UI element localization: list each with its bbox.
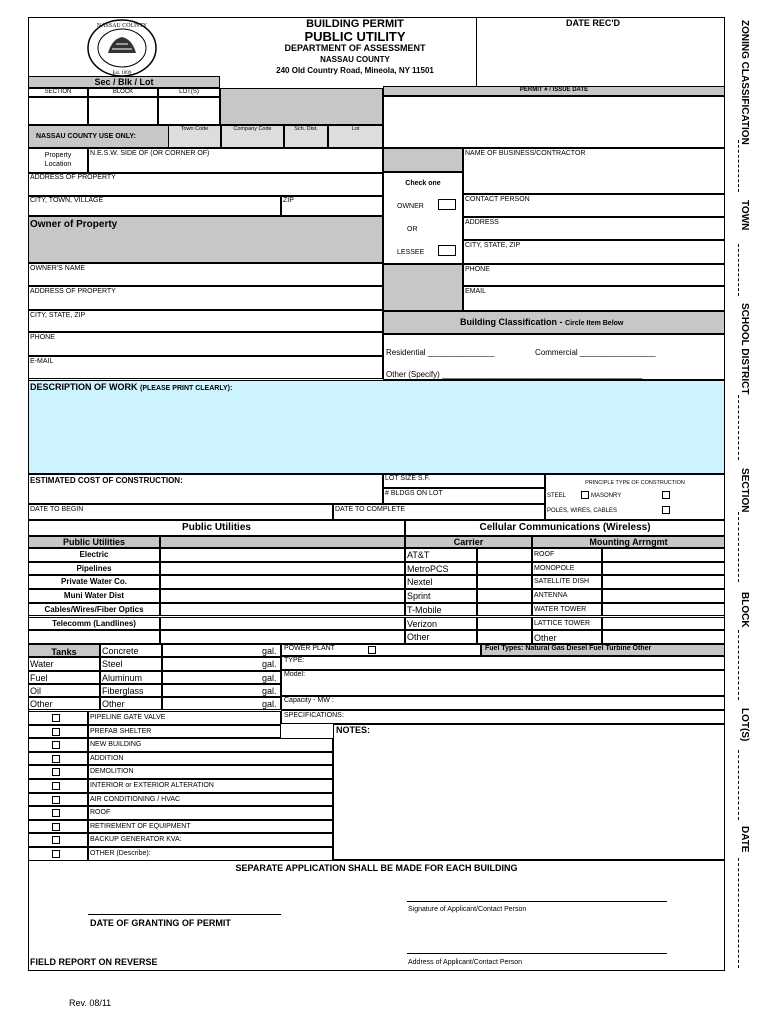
checklist-checkbox[interactable] [52,728,60,736]
carrier-value-input[interactable] [477,589,532,603]
permit-issue-label: PERMIT # / ISSUE DATE [519,87,589,93]
tank-type-item: Oil [30,685,41,696]
checklist-checkbox[interactable] [52,714,60,722]
field-report-label: FIELD REPORT ON REVERSE [30,957,158,967]
mounting-item: MONOPOLE [534,564,575,572]
signature-label: Signature of Applicant/Contact Person [408,906,527,913]
owner-heading: Owner of Property [30,219,118,230]
tank-material-item: Other [102,699,125,710]
checklist-checkbox[interactable] [52,768,60,776]
contractor-email-input[interactable] [463,286,725,311]
checklist-item: OTHER (Describe): [90,850,151,857]
sbl-heading: Sec / Blk / Lot [94,77,154,87]
utility-value-input[interactable] [160,603,405,617]
owners-name-label: OWNER'S NAME [30,265,86,272]
carrier-item: Nextel [407,577,433,588]
mounting-value-input[interactable] [602,589,725,603]
mounting-item: ROOF [534,551,555,558]
steel-checkbox[interactable] [581,491,589,499]
gallons-unit: gal. [262,699,277,710]
checklist-checkbox[interactable] [52,796,60,804]
sidebar-block: BLOCK [739,592,750,628]
masonry-label: MASONRY [591,493,622,499]
commercial-option[interactable]: Commercial _________________ [535,348,656,357]
date-begin-label: DATE TO BEGIN [30,506,84,513]
utility-item: Cables/Wires/Fiber Optics [44,604,144,614]
sbl-block-label: BLOCK [112,89,134,95]
company-code-label: Company Code [233,126,272,132]
carrier-item: Sprint [407,591,431,602]
lessee-check-label: LESSEE [397,249,425,256]
public-utilities-subheading: Public Utilities [62,537,125,547]
checklist-item: ADDITION [90,754,124,762]
city-town-label: CITY, TOWN, VILLAGE [30,197,104,204]
tank-material-item: Concrete [102,646,139,656]
tank-material-item: Fiberglass [102,685,144,696]
public-utilities-heading: Public Utilities [182,522,251,533]
dept-address: 240 Old Country Road, Mineola, NY 11501 [276,66,434,75]
checklist-item: PREFAB SHELTER [90,727,152,735]
mounting-value-input[interactable] [602,562,725,576]
mounting-value-input[interactable] [602,630,725,644]
date-recd-label: DATE REC'D [566,18,620,28]
carrier-item: Verizon [407,618,438,629]
gallons-unit: gal. [262,672,277,683]
gallons-unit: gal. [262,685,277,696]
lessee-checkbox[interactable] [438,245,456,256]
signature-line[interactable] [407,901,667,902]
owner-phone-input[interactable] [28,332,383,356]
title-building-permit: BUILDING PERMIT [306,18,404,30]
mounting-item: SATELLITE DISH [534,578,590,586]
carrier-heading: Carrier [453,537,484,547]
zip-input[interactable] [281,196,383,216]
utility-value-input[interactable] [160,562,405,576]
sidebar-date: DATE [739,826,750,853]
block-input[interactable] [88,97,158,125]
dept-name: DEPARTMENT OF ASSESSMENT [284,43,426,53]
checklist-checkbox[interactable] [52,836,60,844]
checklist-checkbox[interactable] [52,809,60,817]
carrier-item: AT&T [407,550,430,560]
mounting-item: WATER TOWER [534,605,587,613]
town-code-label: Town Code [180,126,209,132]
checklist-item: INTERIOR or EXTERIOR ALTERATION [90,782,214,789]
mounting-value-input[interactable] [602,617,725,631]
power-plant-label: POWER PLANT [284,645,335,652]
owner-city-label: CITY, STATE, ZIP [30,312,86,319]
poles-label: POLES, WIRES, CABLES [547,508,618,514]
permit-issue-input[interactable] [383,96,725,148]
owner-address-label: ADDRESS OF PROPERTY [30,288,116,295]
lots-input[interactable] [158,97,220,125]
specifications-input[interactable] [281,710,725,724]
contractor-address-input[interactable] [463,217,725,240]
tank-type-item: Fuel [30,672,48,683]
mounting-item: ANTENNA [534,592,568,600]
revision-label: Rev. 08/11 [69,998,112,1008]
property-location-label-1: Property [44,152,72,159]
capacity-input[interactable] [281,696,725,710]
sidebar-school: SCHOOL DISTRICT [739,303,750,395]
checklist-item: DEMOLITION [90,768,134,776]
checklist-item: NEW BUILDING [90,741,142,749]
fuel-types-label: Fuel Types: Natural Gas Diesel Fuel Turbine Other [485,645,652,652]
lot-code-label: Lot [351,126,360,132]
mounting-item: LATTICE TOWER [534,619,591,627]
residential-option[interactable]: Residential _______________ [386,348,495,357]
seal-sub: Est. 1899 [112,71,132,76]
description-text: DESCRIPTION OF WORK [30,382,140,392]
carrier-item: Other [407,632,430,643]
checklist-item: RETIREMENT OF EQUIPMENT [90,822,191,830]
carrier-value-input[interactable] [477,548,532,562]
contractor-email-label: EMAIL [465,288,487,295]
address-of-property-label: ADDRESS OF PROPERTY [30,174,116,181]
utility-item: Muni Water Dist [63,591,125,601]
specifications-label: SPECIFICATIONS: [284,712,344,719]
county-use-grey [220,88,383,125]
est-cost-label: ESTIMATED COST OF CONSTRUCTION: [30,476,183,485]
utility-item: Pipelines [76,563,112,573]
owner-check-label: OWNER [397,203,424,210]
business-label: NAME OF BUSINESS/CONTRACTOR [465,150,586,157]
contractor-phone-label: PHONE [465,266,490,273]
contractor-city-label: CITY, STATE, ZIP [465,242,521,249]
capacity-label: Capacity - MW : [284,697,334,704]
utility-value-input[interactable] [160,630,405,644]
property-location-label-2: Location [44,161,72,168]
utility-item: Telecomm (Landlines) [52,618,136,628]
checklist-item: PIPELINE GATE VALVE [90,714,166,721]
description-input[interactable] [28,380,725,474]
checklist-checkbox[interactable] [52,850,60,858]
contractor-address-label: ADDRESS [465,219,499,226]
checklist-checkbox[interactable] [52,823,60,831]
seal-text: NASSAU COUNTY [96,23,148,29]
type-label: TYPE: [284,657,305,664]
circle-item-label: Circle Item Below [565,320,624,327]
bldg-class-label [460,317,623,327]
owner-phone-label: PHONE [30,334,55,341]
sch-dist-label: Sch. Dist. [294,126,318,132]
carrier-value-input[interactable] [477,603,532,617]
contractor-phone-input[interactable] [463,264,725,286]
sidebar-zoning: ZONING CLASSIFICATION [739,20,750,145]
or-label: OR [407,226,418,233]
section-input[interactable] [28,97,88,125]
checklist-checkbox[interactable] [52,741,60,749]
sidebar-town: TOWN [739,200,750,231]
carrier-value-input[interactable] [477,575,532,589]
description-label [30,382,232,392]
owner-email-label: E-MAIL [30,358,54,365]
lot-size-label: LOT SIZE S.F. [385,475,430,482]
utility-value-input[interactable] [160,575,405,589]
type-input[interactable] [281,656,725,670]
sbl-section-label: SECTION [44,89,72,95]
masonry-checkbox[interactable] [662,491,670,499]
mounting-value-input[interactable] [602,548,725,562]
mounting-heading: Mounting Arrngmt [589,537,668,547]
address-applicant-label: Address of Applicant/Contact Person [408,959,523,966]
utility-item: Private Water Co. [61,577,127,587]
gallons-unit: gal. [262,646,277,656]
county-use-only-label: NASSAU COUNTY USE ONLY: [36,133,136,140]
tanks-heading: Tanks [51,647,77,657]
model-label: Model: [284,671,306,678]
owner-email-input[interactable] [28,356,383,379]
county-seal-icon [82,19,162,79]
carrier-item: MetroPCS [407,563,449,574]
tank-type-item: Water [30,659,54,670]
checklist-item: AIR CONDITIONING / HVAC [90,795,181,803]
gallons-unit: gal. [262,659,277,670]
separate-application-note: SEPARATE APPLICATION SHALL BE MADE FOR EACH BUILDING [235,863,518,873]
utility-value-input[interactable] [160,617,405,631]
owner-checkbox[interactable] [438,199,456,210]
title-public-utility: PUBLIC UTILITY [304,29,406,44]
address-applicant-line[interactable] [407,953,667,954]
county-seal-box [28,17,166,77]
tank-material-item: Steel [102,659,123,670]
checklist-item: BACKUP GENERATOR KVA: [90,836,182,844]
principle-type-label: PRINCIPLE TYPE OF CONSTRUCTION [585,480,685,486]
date-granting-line[interactable] [88,914,281,915]
nesw-label: N.E.S.W. SIDE OF (OR CORNER OF) [90,150,210,157]
sbl-lots-label: LOT(S) [179,89,199,95]
utility-value-input[interactable] [160,589,405,603]
zip-label: ZIP [283,197,294,204]
bldg-class-text: Building Classification - [460,317,566,327]
checklist-checkbox[interactable] [52,782,60,790]
bldgs-label: # BLDGS ON LOT [385,490,443,497]
utility-value-input[interactable] [160,548,405,562]
mounting-item: Other [534,633,557,644]
mounting-value-input[interactable] [602,575,725,589]
carrier-value-input[interactable] [477,617,532,631]
carrier-value-input[interactable] [477,630,532,644]
mounting-value-input[interactable] [602,603,725,617]
county-name: NASSAU COUNTY [320,55,390,64]
contact-label: CONTACT PERSON [465,196,530,203]
checklist-item: ROOF [90,809,111,817]
utility-item: Electric [79,550,109,559]
other-option[interactable]: Other (Specify) _____________________________________________ [386,370,643,379]
checklist-checkbox[interactable] [52,755,60,763]
model-input[interactable] [281,670,725,696]
notes-label: NOTES: [336,725,371,735]
tank-type-item: Other [30,699,53,710]
poles-checkbox[interactable] [662,506,670,514]
carrier-item: T-Mobile [407,604,442,615]
date-granting-label: DATE OF GRANTING OF PERMIT [90,918,231,928]
tank-material-item: Aluminum [102,672,143,683]
print-clearly-label: (PLEASE PRINT CLEARLY): [140,385,233,392]
carrier-value-input[interactable] [477,562,532,576]
power-plant-checkbox[interactable] [368,646,376,654]
sidebar-lots: LOT(S) [739,708,750,742]
date-complete-label: DATE TO COMPLETE [335,506,406,513]
steel-label: STEEL [547,493,567,499]
cellular-heading: Cellular Communications (Wireless) [479,522,651,533]
sidebar-section: SECTION [739,468,750,513]
check-one-label: Check one [405,180,441,187]
notes-input[interactable] [333,724,725,860]
